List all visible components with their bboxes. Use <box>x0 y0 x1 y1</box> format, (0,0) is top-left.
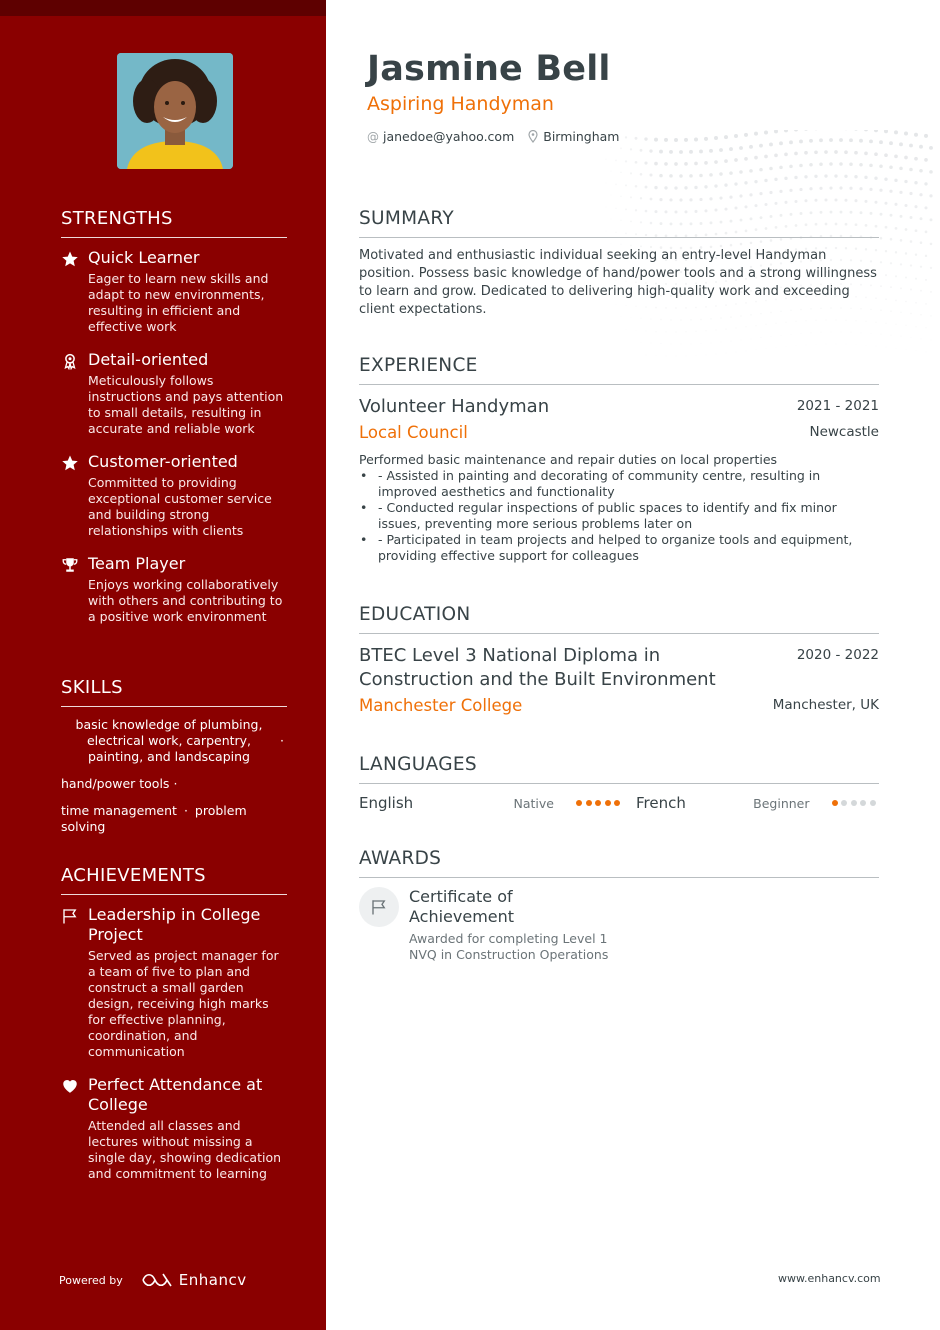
contact-row <box>367 129 633 144</box>
degree-title: BTEC Level 3 National Diploma in Construction and the Built Environment <box>359 645 716 690</box>
rating-dot <box>851 800 857 806</box>
experience-section <box>359 355 879 564</box>
strength-title: Customer-oriented <box>88 452 238 471</box>
job-description: Performed basic maintenance and repair duties on local properties <box>359 452 778 467</box>
skill-tag: problem solving <box>61 803 247 834</box>
location-pin-icon <box>528 130 538 143</box>
powered-by-label: Powered by <box>59 1273 123 1287</box>
contact-email[interactable] <box>367 129 514 144</box>
sidebar-top-band <box>0 0 326 16</box>
rating-dot <box>576 800 582 806</box>
summary-section <box>359 208 879 319</box>
skill-tag: time management <box>61 803 177 818</box>
education-section <box>359 604 879 717</box>
achievements-title: ACHIEVEMENTS <box>61 865 287 895</box>
awards-title: AWARDS <box>359 848 879 878</box>
award-icon-circle <box>359 887 399 927</box>
language-level: Beginner <box>753 795 810 811</box>
job-bullet: • - Participated in team projects and helped to organize tools and equipment, providing effective support for colleagues <box>359 532 879 564</box>
at-icon: @ <box>367 129 379 144</box>
strength-item <box>61 350 287 437</box>
achievement-desc: Served as project manager for a team of five to plan and construct a small garden design, receiving high marks for effective planning, coordination, and communication <box>88 948 279 1059</box>
strength-desc: Eager to learn new skills and adapt to new environments, resulting in efficient and effective work <box>88 271 269 334</box>
education-dates: 2020 - 2022 <box>796 647 879 663</box>
enhancv-logo[interactable] <box>141 1271 247 1289</box>
enhancv-brand: Enhancv <box>178 1271 247 1289</box>
job-title: Volunteer Handyman <box>359 396 550 417</box>
rating-dot <box>595 800 601 806</box>
strength-item <box>61 248 287 335</box>
strengths-title: STRENGTHS <box>61 208 287 238</box>
email-text: janedoe@yahoo.com <box>383 129 515 144</box>
language-item <box>359 794 636 812</box>
flag-icon <box>61 907 79 925</box>
company-name: Local Council <box>359 423 468 442</box>
language-rating <box>832 800 880 806</box>
achievement-item <box>61 905 287 1060</box>
skill-tag: hand/power tools <box>61 776 170 791</box>
skills-title: SKILLS <box>61 677 287 707</box>
experience-title: EXPERIENCE <box>359 355 879 385</box>
language-name: French <box>636 794 686 812</box>
footer-website[interactable]: www.enhancv.com <box>778 1272 881 1285</box>
skill-separator: · <box>280 733 284 748</box>
achievement-title: Perfect Attendance at College <box>88 1075 263 1114</box>
job-location: Newcastle <box>809 424 879 440</box>
achievements-section <box>61 865 287 1197</box>
rating-dot <box>832 800 838 806</box>
skill-row <box>61 717 287 765</box>
job-bullets <box>359 468 879 564</box>
rating-dot <box>614 800 620 806</box>
skill-separator: · <box>173 776 178 791</box>
achievement-title: Leadership in College Project <box>88 905 261 944</box>
language-level: Native <box>513 795 554 811</box>
language-rating <box>576 800 624 806</box>
award-ribbon-icon <box>61 352 79 370</box>
strength-title: Quick Learner <box>88 248 200 267</box>
job-bullet: • - Conducted regular inspections of public spaces to identify and fix minor issues, preventing more serious problems later on <box>359 500 879 532</box>
strength-item <box>61 452 287 539</box>
strength-item <box>61 554 287 625</box>
rating-dot <box>605 800 611 806</box>
award-title: Certificate of Achievement <box>409 887 515 926</box>
strength-title: Team Player <box>88 554 186 573</box>
language-item <box>636 794 879 812</box>
rating-dot <box>870 800 876 806</box>
trophy-icon <box>61 556 79 574</box>
strengths-section <box>61 208 287 640</box>
summary-title: SUMMARY <box>359 208 879 238</box>
languages-title: LANGUAGES <box>359 754 879 784</box>
strength-desc: Committed to providing exceptional customer service and building strong relationships with clients <box>88 475 272 538</box>
strength-desc: Meticulously follows instructions and pays attention to small details, resulting in accurate and reliable work <box>88 373 284 436</box>
location-text: Birmingham <box>543 129 620 144</box>
school-name: Manchester College <box>359 696 523 715</box>
achievement-desc: Attended all classes and lectures without missing a single day, showing dedication and commitment to learning <box>88 1118 282 1181</box>
powered-by <box>59 1271 247 1289</box>
awards-section <box>359 848 879 963</box>
flag-icon <box>370 898 388 916</box>
strength-title: Detail-oriented <box>88 350 209 369</box>
heart-icon <box>61 1077 79 1095</box>
rating-dot <box>860 800 866 806</box>
skill-row <box>61 803 287 835</box>
languages-section <box>359 754 879 812</box>
school-location: Manchester, UK <box>772 697 879 713</box>
skill-tag: basic knowledge of plumbing, electrical work, carpentry, painting, and landscaping <box>75 717 263 764</box>
sidebar <box>0 0 326 1330</box>
profile-photo <box>117 53 233 169</box>
enhancv-logo-icon <box>141 1272 173 1288</box>
education-title: EDUCATION <box>359 604 879 634</box>
achievement-item <box>61 1075 287 1182</box>
star-icon <box>61 250 79 268</box>
candidate-name: Jasmine Bell <box>367 49 611 89</box>
job-bullet: • - Assisted in painting and decorating of community centre, resulting in improved aesthetics and functionality <box>359 468 879 500</box>
rating-dot <box>841 800 847 806</box>
language-name: English <box>359 794 414 812</box>
job-dates: 2021 - 2021 <box>796 398 879 414</box>
skills-section <box>61 677 287 846</box>
star-icon <box>61 454 79 472</box>
award-desc: Awarded for completing Level 1 NVQ in Construction Operations <box>409 931 609 962</box>
candidate-role: Aspiring Handyman <box>367 93 554 115</box>
contact-location <box>528 129 619 144</box>
skill-row <box>61 776 287 792</box>
award-item <box>359 887 879 963</box>
summary-text: Motivated and enthusiastic individual seeking an entry-level Handyman position. Possess basic knowledge of hand/power tools and a strong willingness to learn and grow. Dedicated to delivering high-quality work and exceeding client expectations. <box>359 248 877 317</box>
skill-separator: · <box>183 803 188 818</box>
rating-dot <box>586 800 592 806</box>
strength-desc: Enjoys working collaboratively with others and contributing to a positive work environment <box>88 577 283 624</box>
